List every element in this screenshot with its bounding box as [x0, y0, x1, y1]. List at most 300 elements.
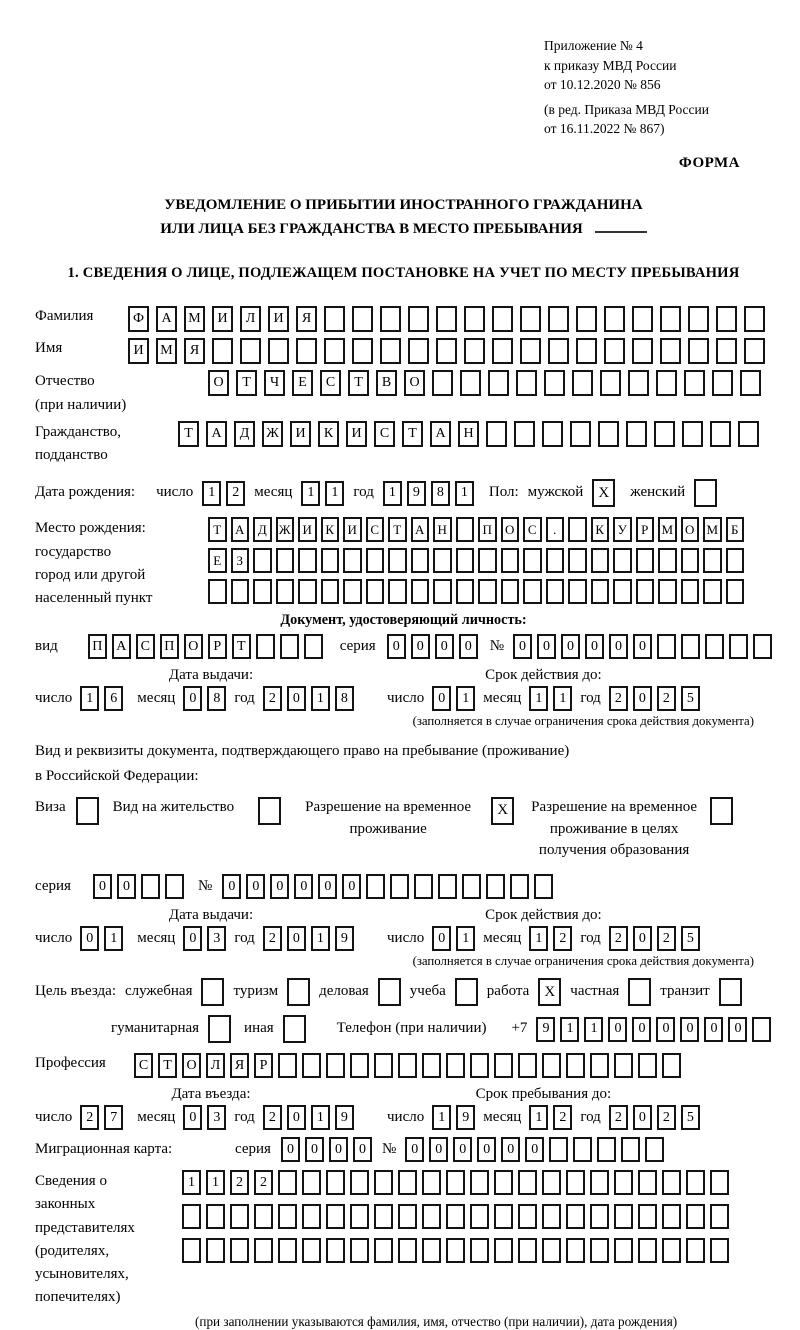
form-cell[interactable]: [432, 370, 453, 396]
form-cell[interactable]: [684, 370, 705, 396]
form-cell[interactable]: 1: [560, 1017, 579, 1042]
form-cell[interactable]: [570, 421, 591, 447]
form-cell[interactable]: [636, 579, 655, 604]
form-cell[interactable]: [542, 1053, 561, 1078]
form-cell[interactable]: [478, 548, 497, 573]
form-cell[interactable]: [276, 548, 295, 573]
form-cell[interactable]: С: [136, 634, 155, 659]
form-cell[interactable]: 1: [432, 1105, 451, 1130]
form-cell[interactable]: [638, 1170, 657, 1195]
form-cell[interactable]: [460, 370, 481, 396]
form-cell[interactable]: 1: [301, 481, 320, 506]
form-cell[interactable]: 0: [501, 1137, 520, 1162]
form-cell[interactable]: [686, 1238, 705, 1263]
form-cell[interactable]: [726, 579, 745, 604]
form-cell[interactable]: [542, 1204, 561, 1229]
form-cell[interactable]: 1: [584, 1017, 603, 1042]
form-cell[interactable]: 2: [609, 686, 628, 711]
form-cell[interactable]: [658, 548, 677, 573]
form-cell[interactable]: [366, 548, 385, 573]
purpose-other-checkbox[interactable]: [283, 1015, 306, 1043]
form-cell[interactable]: [456, 579, 475, 604]
form-cell[interactable]: [488, 370, 509, 396]
form-cell[interactable]: [208, 579, 227, 604]
form-cell[interactable]: [510, 874, 529, 899]
form-cell[interactable]: [470, 1053, 489, 1078]
form-cell[interactable]: [398, 1170, 417, 1195]
form-cell[interactable]: [740, 370, 761, 396]
form-cell[interactable]: И: [268, 306, 289, 332]
form-cell[interactable]: [390, 874, 409, 899]
form-cell[interactable]: [456, 548, 475, 573]
form-cell[interactable]: [374, 1238, 393, 1263]
form-cell[interactable]: [542, 421, 563, 447]
form-cell[interactable]: 0: [656, 1017, 675, 1042]
form-cell[interactable]: К: [318, 421, 339, 447]
form-cell[interactable]: [321, 579, 340, 604]
form-cell[interactable]: [374, 1204, 393, 1229]
form-cell[interactable]: [600, 370, 621, 396]
form-cell[interactable]: [302, 1053, 321, 1078]
form-cell[interactable]: [436, 338, 457, 364]
form-cell[interactable]: [662, 1204, 681, 1229]
form-cell[interactable]: [542, 1170, 561, 1195]
form-cell[interactable]: 0: [411, 634, 430, 659]
form-cell[interactable]: [590, 1204, 609, 1229]
form-cell[interactable]: Т: [402, 421, 423, 447]
form-cell[interactable]: 0: [608, 1017, 627, 1042]
form-cell[interactable]: [716, 338, 737, 364]
form-cell[interactable]: [350, 1053, 369, 1078]
form-cell[interactable]: [546, 579, 565, 604]
purpose-humanitarian-checkbox[interactable]: [208, 1015, 231, 1043]
form-cell[interactable]: 8: [207, 686, 226, 711]
form-cell[interactable]: [548, 306, 569, 332]
form-cell[interactable]: [230, 1238, 249, 1263]
form-cell[interactable]: [326, 1053, 345, 1078]
form-cell[interactable]: [660, 306, 681, 332]
form-cell[interactable]: 2: [230, 1170, 249, 1195]
form-cell[interactable]: В: [376, 370, 397, 396]
form-cell[interactable]: [494, 1238, 513, 1263]
form-cell[interactable]: О: [501, 517, 520, 542]
form-cell[interactable]: [604, 306, 625, 332]
form-cell[interactable]: [514, 421, 535, 447]
form-cell[interactable]: 0: [680, 1017, 699, 1042]
form-cell[interactable]: 0: [222, 874, 241, 899]
female-checkbox[interactable]: [694, 479, 717, 507]
form-cell[interactable]: 0: [117, 874, 136, 899]
form-cell[interactable]: 1: [325, 481, 344, 506]
form-cell[interactable]: Д: [234, 421, 255, 447]
form-cell[interactable]: [398, 1204, 417, 1229]
form-cell[interactable]: [710, 1238, 729, 1263]
form-cell[interactable]: [230, 1204, 249, 1229]
form-cell[interactable]: 0: [585, 634, 604, 659]
form-cell[interactable]: [253, 579, 272, 604]
form-cell[interactable]: [632, 306, 653, 332]
form-cell[interactable]: [568, 548, 587, 573]
form-cell[interactable]: [446, 1238, 465, 1263]
form-cell[interactable]: [548, 338, 569, 364]
form-cell[interactable]: Ф: [128, 306, 149, 332]
form-cell[interactable]: 0: [183, 686, 202, 711]
form-cell[interactable]: 1: [104, 926, 123, 951]
form-cell[interactable]: [326, 1170, 345, 1195]
form-cell[interactable]: [486, 421, 507, 447]
form-cell[interactable]: 0: [537, 634, 556, 659]
form-cell[interactable]: [546, 548, 565, 573]
form-cell[interactable]: [268, 338, 289, 364]
form-cell[interactable]: [591, 579, 610, 604]
form-cell[interactable]: [206, 1204, 225, 1229]
form-cell[interactable]: [380, 338, 401, 364]
form-cell[interactable]: [343, 548, 362, 573]
form-cell[interactable]: 0: [183, 926, 202, 951]
form-cell[interactable]: 0: [632, 1017, 651, 1042]
form-cell[interactable]: 2: [609, 1105, 628, 1130]
form-cell[interactable]: 1: [529, 926, 548, 951]
form-cell[interactable]: 2: [80, 1105, 99, 1130]
form-cell[interactable]: [516, 370, 537, 396]
form-cell[interactable]: [573, 1137, 592, 1162]
form-cell[interactable]: [408, 306, 429, 332]
form-cell[interactable]: [654, 421, 675, 447]
form-cell[interactable]: Б: [726, 517, 745, 542]
form-cell[interactable]: 0: [477, 1137, 496, 1162]
form-cell[interactable]: Т: [208, 517, 227, 542]
form-cell[interactable]: 0: [353, 1137, 372, 1162]
form-cell[interactable]: 9: [335, 1105, 354, 1130]
form-cell[interactable]: [411, 548, 430, 573]
form-cell[interactable]: [254, 1238, 273, 1263]
form-cell[interactable]: С: [374, 421, 395, 447]
form-cell[interactable]: М: [703, 517, 722, 542]
form-cell[interactable]: М: [658, 517, 677, 542]
form-cell[interactable]: [660, 338, 681, 364]
form-cell[interactable]: Е: [292, 370, 313, 396]
form-cell[interactable]: Т: [348, 370, 369, 396]
form-cell[interactable]: [276, 579, 295, 604]
form-cell[interactable]: Л: [206, 1053, 225, 1078]
form-cell[interactable]: [501, 548, 520, 573]
form-cell[interactable]: [366, 874, 385, 899]
form-cell[interactable]: 1: [311, 926, 330, 951]
form-cell[interactable]: П: [478, 517, 497, 542]
form-cell[interactable]: [462, 874, 481, 899]
form-cell[interactable]: [182, 1204, 201, 1229]
purpose-commercial-checkbox[interactable]: [378, 978, 401, 1006]
form-cell[interactable]: Я: [296, 306, 317, 332]
form-cell[interactable]: [523, 548, 542, 573]
form-cell[interactable]: 5: [681, 686, 700, 711]
form-cell[interactable]: [518, 1204, 537, 1229]
form-cell[interactable]: 2: [657, 1105, 676, 1130]
form-cell[interactable]: [494, 1053, 513, 1078]
form-cell[interactable]: [597, 1137, 616, 1162]
form-cell[interactable]: [165, 874, 184, 899]
form-cell[interactable]: 2: [657, 686, 676, 711]
form-cell[interactable]: [433, 579, 452, 604]
form-cell[interactable]: 0: [287, 686, 306, 711]
form-cell[interactable]: [433, 548, 452, 573]
form-cell[interactable]: [682, 421, 703, 447]
form-cell[interactable]: 0: [633, 634, 652, 659]
purpose-transit-checkbox[interactable]: [719, 978, 742, 1006]
form-cell[interactable]: 0: [633, 1105, 652, 1130]
form-cell[interactable]: [278, 1204, 297, 1229]
form-cell[interactable]: И: [212, 306, 233, 332]
form-cell[interactable]: [374, 1053, 393, 1078]
form-cell[interactable]: 6: [104, 686, 123, 711]
form-cell[interactable]: О: [208, 370, 229, 396]
form-cell[interactable]: [411, 579, 430, 604]
form-cell[interactable]: 2: [263, 686, 282, 711]
form-cell[interactable]: [343, 579, 362, 604]
form-cell[interactable]: [520, 338, 541, 364]
form-cell[interactable]: [240, 338, 261, 364]
form-cell[interactable]: [422, 1238, 441, 1263]
form-cell[interactable]: Т: [178, 421, 199, 447]
form-cell[interactable]: [590, 1170, 609, 1195]
form-cell[interactable]: [638, 1204, 657, 1229]
form-cell[interactable]: [470, 1204, 489, 1229]
form-cell[interactable]: [703, 579, 722, 604]
form-cell[interactable]: П: [160, 634, 179, 659]
form-cell[interactable]: 8: [431, 481, 450, 506]
form-cell[interactable]: А: [231, 517, 250, 542]
form-cell[interactable]: [321, 548, 340, 573]
form-cell[interactable]: [422, 1053, 441, 1078]
form-cell[interactable]: [518, 1170, 537, 1195]
form-cell[interactable]: 2: [553, 926, 572, 951]
form-cell[interactable]: Н: [458, 421, 479, 447]
form-cell[interactable]: З: [231, 548, 250, 573]
form-cell[interactable]: [738, 421, 759, 447]
form-cell[interactable]: [253, 548, 272, 573]
form-cell[interactable]: [520, 306, 541, 332]
form-cell[interactable]: 0: [405, 1137, 424, 1162]
form-cell[interactable]: Р: [254, 1053, 273, 1078]
temp-residence-edu-checkbox[interactable]: [710, 797, 733, 825]
form-cell[interactable]: Т: [236, 370, 257, 396]
form-cell[interactable]: [590, 1053, 609, 1078]
form-cell[interactable]: А: [411, 517, 430, 542]
form-cell[interactable]: 0: [429, 1137, 448, 1162]
purpose-study-checkbox[interactable]: [455, 978, 478, 1006]
form-cell[interactable]: [662, 1170, 681, 1195]
form-cell[interactable]: 0: [183, 1105, 202, 1130]
form-cell[interactable]: 0: [704, 1017, 723, 1042]
form-cell[interactable]: [710, 1170, 729, 1195]
form-cell[interactable]: [324, 306, 345, 332]
form-cell[interactable]: [302, 1238, 321, 1263]
form-cell[interactable]: [422, 1170, 441, 1195]
form-cell[interactable]: [614, 1238, 633, 1263]
form-cell[interactable]: 0: [561, 634, 580, 659]
purpose-tourism-checkbox[interactable]: [287, 978, 310, 1006]
form-cell[interactable]: [464, 306, 485, 332]
form-cell[interactable]: 1: [383, 481, 402, 506]
form-cell[interactable]: [656, 370, 677, 396]
form-cell[interactable]: [470, 1238, 489, 1263]
form-cell[interactable]: [326, 1238, 345, 1263]
form-cell[interactable]: [518, 1053, 537, 1078]
form-cell[interactable]: 0: [246, 874, 265, 899]
form-cell[interactable]: Н: [433, 517, 452, 542]
form-cell[interactable]: 0: [609, 634, 628, 659]
form-cell[interactable]: [278, 1238, 297, 1263]
form-cell[interactable]: [658, 579, 677, 604]
form-cell[interactable]: [422, 1204, 441, 1229]
form-cell[interactable]: 2: [657, 926, 676, 951]
form-cell[interactable]: [350, 1238, 369, 1263]
form-cell[interactable]: [753, 634, 772, 659]
form-cell[interactable]: [542, 1238, 561, 1263]
form-cell[interactable]: [414, 874, 433, 899]
form-cell[interactable]: [494, 1204, 513, 1229]
form-cell[interactable]: 5: [681, 926, 700, 951]
form-cell[interactable]: М: [156, 338, 177, 364]
form-cell[interactable]: [614, 1053, 633, 1078]
form-cell[interactable]: Д: [253, 517, 272, 542]
form-cell[interactable]: 7: [104, 1105, 123, 1130]
form-cell[interactable]: 1: [182, 1170, 201, 1195]
form-cell[interactable]: [464, 338, 485, 364]
form-cell[interactable]: [712, 370, 733, 396]
form-cell[interactable]: [324, 338, 345, 364]
form-cell[interactable]: [254, 1204, 273, 1229]
form-cell[interactable]: 0: [294, 874, 313, 899]
form-cell[interactable]: П: [88, 634, 107, 659]
form-cell[interactable]: Л: [240, 306, 261, 332]
form-cell[interactable]: 2: [263, 926, 282, 951]
form-cell[interactable]: [688, 306, 709, 332]
form-cell[interactable]: [681, 579, 700, 604]
form-cell[interactable]: [729, 634, 748, 659]
form-cell[interactable]: 0: [281, 1137, 300, 1162]
form-cell[interactable]: [304, 634, 323, 659]
form-cell[interactable]: .: [546, 517, 565, 542]
form-cell[interactable]: [744, 338, 765, 364]
form-cell[interactable]: 9: [407, 481, 426, 506]
form-cell[interactable]: 8: [335, 686, 354, 711]
form-cell[interactable]: А: [430, 421, 451, 447]
form-cell[interactable]: [492, 338, 513, 364]
form-cell[interactable]: 0: [728, 1017, 747, 1042]
temp-residence-checkbox[interactable]: X: [491, 797, 514, 825]
form-cell[interactable]: [662, 1238, 681, 1263]
form-cell[interactable]: [614, 1170, 633, 1195]
form-cell[interactable]: [326, 1204, 345, 1229]
form-cell[interactable]: Я: [184, 338, 205, 364]
form-cell[interactable]: [398, 1053, 417, 1078]
form-cell[interactable]: [716, 306, 737, 332]
form-cell[interactable]: О: [404, 370, 425, 396]
form-cell[interactable]: И: [346, 421, 367, 447]
form-cell[interactable]: [366, 579, 385, 604]
form-cell[interactable]: 1: [80, 686, 99, 711]
form-cell[interactable]: 0: [432, 926, 451, 951]
form-cell[interactable]: [446, 1204, 465, 1229]
purpose-private-checkbox[interactable]: [628, 978, 651, 1006]
form-cell[interactable]: 3: [207, 926, 226, 951]
form-cell[interactable]: 2: [263, 1105, 282, 1130]
form-cell[interactable]: [206, 1238, 225, 1263]
form-cell[interactable]: Т: [232, 634, 251, 659]
form-cell[interactable]: 0: [432, 686, 451, 711]
form-cell[interactable]: 1: [311, 1105, 330, 1130]
form-cell[interactable]: [681, 548, 700, 573]
form-cell[interactable]: 0: [435, 634, 454, 659]
form-cell[interactable]: [576, 338, 597, 364]
form-cell[interactable]: [388, 579, 407, 604]
form-cell[interactable]: [662, 1053, 681, 1078]
form-cell[interactable]: И: [290, 421, 311, 447]
form-cell[interactable]: 1: [529, 1105, 548, 1130]
form-cell[interactable]: 0: [287, 926, 306, 951]
form-cell[interactable]: [478, 579, 497, 604]
form-cell[interactable]: [549, 1137, 568, 1162]
form-cell[interactable]: И: [343, 517, 362, 542]
form-cell[interactable]: 2: [254, 1170, 273, 1195]
visa-checkbox[interactable]: [76, 797, 99, 825]
form-cell[interactable]: 0: [287, 1105, 306, 1130]
form-cell[interactable]: [350, 1170, 369, 1195]
form-cell[interactable]: [182, 1238, 201, 1263]
form-cell[interactable]: [604, 338, 625, 364]
form-cell[interactable]: [278, 1170, 297, 1195]
form-cell[interactable]: [614, 1204, 633, 1229]
form-cell[interactable]: [752, 1017, 771, 1042]
form-cell[interactable]: [645, 1137, 664, 1162]
form-cell[interactable]: [352, 306, 373, 332]
form-cell[interactable]: К: [321, 517, 340, 542]
form-cell[interactable]: [591, 548, 610, 573]
form-cell[interactable]: Я: [230, 1053, 249, 1078]
form-cell[interactable]: [566, 1053, 585, 1078]
form-cell[interactable]: К: [591, 517, 610, 542]
form-cell[interactable]: [352, 338, 373, 364]
form-cell[interactable]: [566, 1204, 585, 1229]
form-cell[interactable]: [141, 874, 160, 899]
form-cell[interactable]: С: [320, 370, 341, 396]
form-cell[interactable]: О: [182, 1053, 201, 1078]
form-cell[interactable]: 0: [525, 1137, 544, 1162]
form-cell[interactable]: У: [613, 517, 632, 542]
form-cell[interactable]: [278, 1053, 297, 1078]
form-cell[interactable]: 0: [80, 926, 99, 951]
form-cell[interactable]: 0: [513, 634, 532, 659]
form-cell[interactable]: [686, 1204, 705, 1229]
male-checkbox[interactable]: X: [592, 479, 615, 507]
form-cell[interactable]: [657, 634, 676, 659]
form-cell[interactable]: Т: [388, 517, 407, 542]
form-cell[interactable]: 0: [305, 1137, 324, 1162]
form-cell[interactable]: 0: [342, 874, 361, 899]
form-cell[interactable]: [470, 1170, 489, 1195]
form-cell[interactable]: 2: [553, 1105, 572, 1130]
form-cell[interactable]: 1: [553, 686, 572, 711]
form-cell[interactable]: 0: [453, 1137, 472, 1162]
purpose-business-checkbox[interactable]: [201, 978, 224, 1006]
form-cell[interactable]: 5: [681, 1105, 700, 1130]
form-cell[interactable]: [436, 306, 457, 332]
form-cell[interactable]: [212, 338, 233, 364]
purpose-work-checkbox[interactable]: X: [538, 978, 561, 1006]
form-cell[interactable]: [438, 874, 457, 899]
form-cell[interactable]: С: [523, 517, 542, 542]
